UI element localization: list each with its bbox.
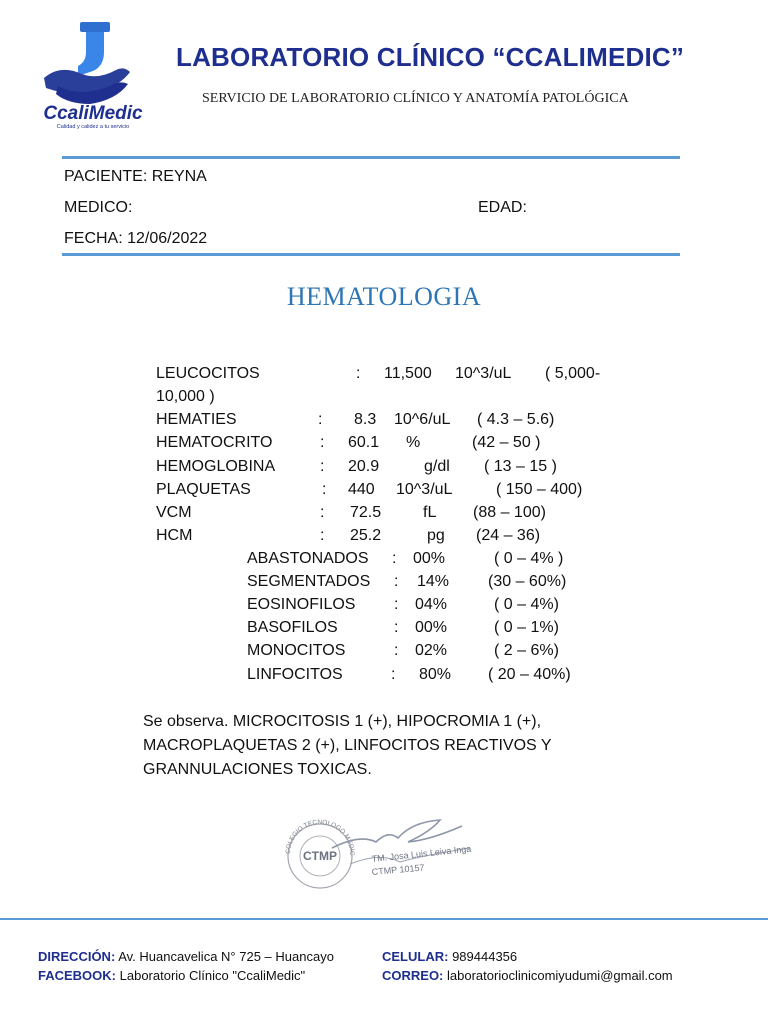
header-rule-top <box>62 156 680 159</box>
differential-sep: : <box>394 573 399 590</box>
observation-text: Se observa. MICROCITOSIS 1 (+), HIPOCROMIA 1 (+), MACROPLAQUETAS 2 (+), LINFOCITOS REACTIVOS Y GRANNULACIONES TOXICAS. <box>143 713 552 778</box>
differential-name: BASOFILOS <box>247 619 338 636</box>
lab-subtitle: SERVICIO DE LABORATORIO CLÍNICO Y ANATOMÍA PATOLÓGICA <box>202 91 629 106</box>
differential-name: MONOCITOS <box>247 642 346 659</box>
result-unit: 10^3/uL <box>396 481 453 498</box>
footer-email <box>382 968 673 983</box>
result-range: ( 13 – 15 ) <box>484 458 557 475</box>
date-field: FECHA: 12/06/2022 <box>64 230 208 247</box>
footer-phone <box>382 949 517 964</box>
footer-facebook-label: FACEBOOK: <box>38 968 116 983</box>
footer-address <box>38 949 334 964</box>
ccalimedic-logo <box>38 18 148 130</box>
result-unit: g/dl <box>424 458 450 475</box>
result-unit: 10^3/uL <box>455 365 512 382</box>
result-sep: : <box>320 458 325 475</box>
footer-phone-value: 989444356 <box>452 949 518 964</box>
result-name: LEUCOCITOS <box>156 365 260 382</box>
result-sep: : <box>320 504 325 521</box>
footer-facebook-value: Laboratorio Clínico "CcaliMedic" <box>119 968 306 983</box>
differential-value: 00% <box>415 619 448 636</box>
differential-range: ( 2 – 6%) <box>494 642 559 659</box>
differential-sep: : <box>391 666 396 683</box>
differential-value: 02% <box>415 642 448 659</box>
result-sep: : <box>320 527 325 544</box>
result-unit: fL <box>423 504 437 521</box>
differential-name: EOSINOFILOS <box>247 596 356 613</box>
footer-email-value[interactable]: laboratorioclinicomiyudumi@gmail.com <box>447 968 673 983</box>
result-unit: % <box>406 434 421 451</box>
stamp-center-text: CTMP <box>303 849 337 863</box>
header-rule-bottom <box>62 253 680 256</box>
result-range: (24 – 36) <box>476 527 541 544</box>
result-name: HEMATOCRITO <box>156 434 273 451</box>
logo-tagline: Calidad y calidez a tu servicio <box>56 124 130 130</box>
result-range-cont: 10,000 ) <box>156 388 215 405</box>
differential-sep: : <box>394 596 399 613</box>
section-heading: HEMATOLOGIA <box>286 282 482 311</box>
stamp-license: CTMP 10157 <box>371 862 425 877</box>
footer-phone-label: CELULAR: <box>382 949 449 964</box>
result-value: 72.5 <box>350 504 382 521</box>
patient-name: PACIENTE: REYNA <box>64 168 207 185</box>
result-range: ( 150 – 400) <box>496 481 583 498</box>
result-unit: 10^6/uL <box>394 411 451 428</box>
age-field: EDAD: <box>478 199 527 216</box>
result-name: HCM <box>156 527 193 544</box>
differential-name: LINFOCITOS <box>247 666 343 683</box>
differential-sep: : <box>394 642 399 659</box>
result-range: (88 – 100) <box>473 504 546 521</box>
differential-sep: : <box>392 550 397 567</box>
logo-wordmark: CcaliMedic <box>43 103 143 124</box>
result-unit: pg <box>427 527 445 544</box>
result-value: 11,500 <box>384 365 432 382</box>
result-range: ( 5,000- <box>545 365 601 382</box>
doctor-field: MEDICO: <box>64 199 133 216</box>
footer-address-label: DIRECCIÓN: <box>38 949 116 964</box>
result-name: HEMOGLOBINA <box>156 458 276 475</box>
footer-rule <box>0 918 768 920</box>
differential-range: ( 20 – 40%) <box>488 666 571 683</box>
result-range: (42 – 50 ) <box>472 434 541 451</box>
differential-range: ( 0 – 4% ) <box>494 550 564 567</box>
result-sep: : <box>320 434 325 451</box>
result-sep: : <box>356 365 361 382</box>
result-value: 25.2 <box>350 527 382 544</box>
result-sep: : <box>322 481 327 498</box>
footer-address-value: Av. Huancavelica N° 725 – Huancayo <box>118 949 334 964</box>
stamp-name: TM. Josa Luis Leiva Inga <box>371 843 472 864</box>
result-sep: : <box>318 411 323 428</box>
differential-range: (30 – 60%) <box>488 573 567 590</box>
result-value: 20.9 <box>348 458 380 475</box>
differential-sep: : <box>394 619 399 636</box>
footer-facebook <box>38 968 305 983</box>
result-name: HEMATIES <box>156 411 237 428</box>
differential-range: ( 0 – 4%) <box>494 596 559 613</box>
result-range: ( 4.3 – 5.6) <box>477 411 555 428</box>
result-value: 60.1 <box>348 434 380 451</box>
result-value: 8.3 <box>354 411 377 428</box>
differential-value: 04% <box>415 596 448 613</box>
differential-value: 14% <box>417 573 450 590</box>
differential-value: 80% <box>419 666 452 683</box>
differential-range: ( 0 – 1%) <box>494 619 559 636</box>
signature-stamp <box>280 812 480 892</box>
stamp-ring-text: COLEGIO TECNOLOGO MEDIC <box>284 818 356 856</box>
result-name: VCM <box>156 504 192 521</box>
differential-name: SEGMENTADOS <box>247 573 371 590</box>
lab-title: LABORATORIO CLÍNICO “CCALIMEDIC” <box>176 42 685 72</box>
differential-name: ABASTONADOS <box>247 550 369 567</box>
result-value: 440 <box>348 481 375 498</box>
footer-email-label: CORREO: <box>382 968 444 983</box>
result-name: PLAQUETAS <box>156 481 251 498</box>
differential-value: 00% <box>413 550 446 567</box>
